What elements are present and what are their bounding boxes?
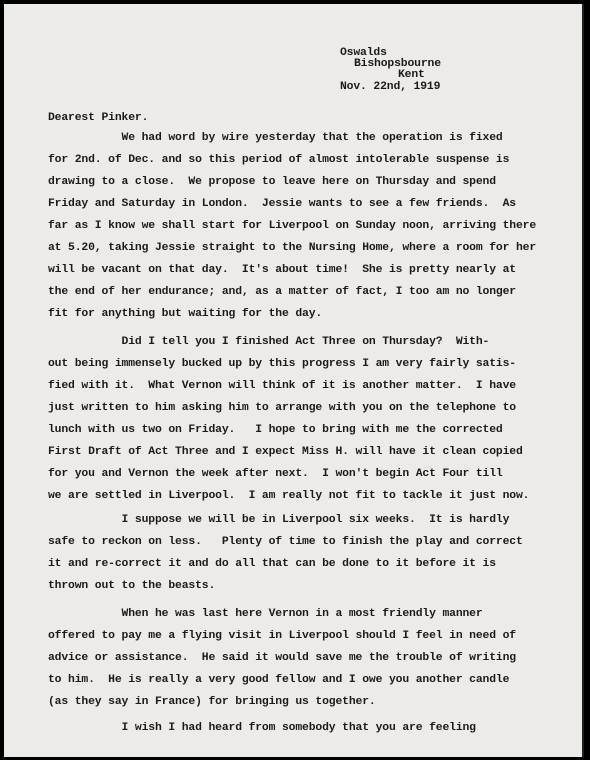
body-line: (as they say in France) for bringing us together. bbox=[48, 696, 376, 708]
body-line: it and re-correct it and do all that can be done to it before it is bbox=[48, 558, 496, 570]
body-line: out being immensely bucked up by this progress I am very fairly satis- bbox=[48, 358, 516, 370]
body-line: I wish I had heard from somebody that you are feeling bbox=[48, 722, 476, 734]
body-line: First Draft of Act Three and I expect Miss H. will have it clean copied bbox=[48, 446, 523, 458]
address-line-house: Oswalds bbox=[340, 47, 387, 59]
salutation: Dearest Pinker. bbox=[48, 112, 149, 124]
body-line: advice or assistance. He said it would save me the trouble of writing bbox=[48, 652, 516, 664]
address-line-village: Bishopsbourne bbox=[354, 58, 441, 70]
body-line: at 5.20, taking Jessie straight to the Nursing Home, where a room for her bbox=[48, 242, 537, 254]
body-line: Did I tell you I finished Act Three on Thursday? With- bbox=[48, 336, 490, 348]
letter-date: Nov. 22nd, 1919 bbox=[340, 81, 441, 93]
body-line: to him. He is really a very good fellow and I owe you another candle bbox=[48, 674, 510, 686]
body-line: we are settled in Liverpool. I am really not fit to tackle it just now. bbox=[48, 490, 530, 502]
body-line: for you and Vernon the week after next. I won't begin Act Four till bbox=[48, 468, 503, 480]
body-line: far as I know we shall start for Liverpool on Sunday noon, arriving there bbox=[48, 220, 537, 232]
body-line: thrown out to the beasts. bbox=[48, 580, 216, 592]
body-line: the end of her endurance; and, as a matter of fact, I too am no longer bbox=[48, 286, 516, 298]
address-line-county: Kent bbox=[398, 69, 425, 81]
body-line: When he was last here Vernon in a most friendly manner bbox=[48, 608, 483, 620]
body-line: safe to reckon on less. Plenty of time to finish the play and correct bbox=[48, 536, 523, 548]
body-line: We had word by wire yesterday that the operation is fixed bbox=[48, 132, 503, 144]
body-line: Friday and Saturday in London. Jessie wants to see a few friends. As bbox=[48, 198, 516, 210]
body-line: for 2nd. of Dec. and so this period of almost intolerable suspense is bbox=[48, 154, 510, 166]
body-line: will be vacant on that day. It's about time! She is pretty nearly at bbox=[48, 264, 516, 276]
body-line: offered to pay me a flying visit in Liverpool should I feel in need of bbox=[48, 630, 516, 642]
body-line: fied with it. What Vernon will think of it is another matter. I have bbox=[48, 380, 516, 392]
body-line: I suppose we will be in Liverpool six weeks. It is hardly bbox=[48, 514, 510, 526]
body-line: lunch with us two on Friday. I hope to bring with me the corrected bbox=[48, 424, 503, 436]
body-line: fit for anything but waiting for the day. bbox=[48, 308, 323, 320]
body-line: just written to him asking him to arrange with you on the telephone to bbox=[48, 402, 516, 414]
letter-page bbox=[4, 4, 584, 757]
body-line: drawing to a close. We propose to leave here on Thursday and spend bbox=[48, 176, 496, 188]
